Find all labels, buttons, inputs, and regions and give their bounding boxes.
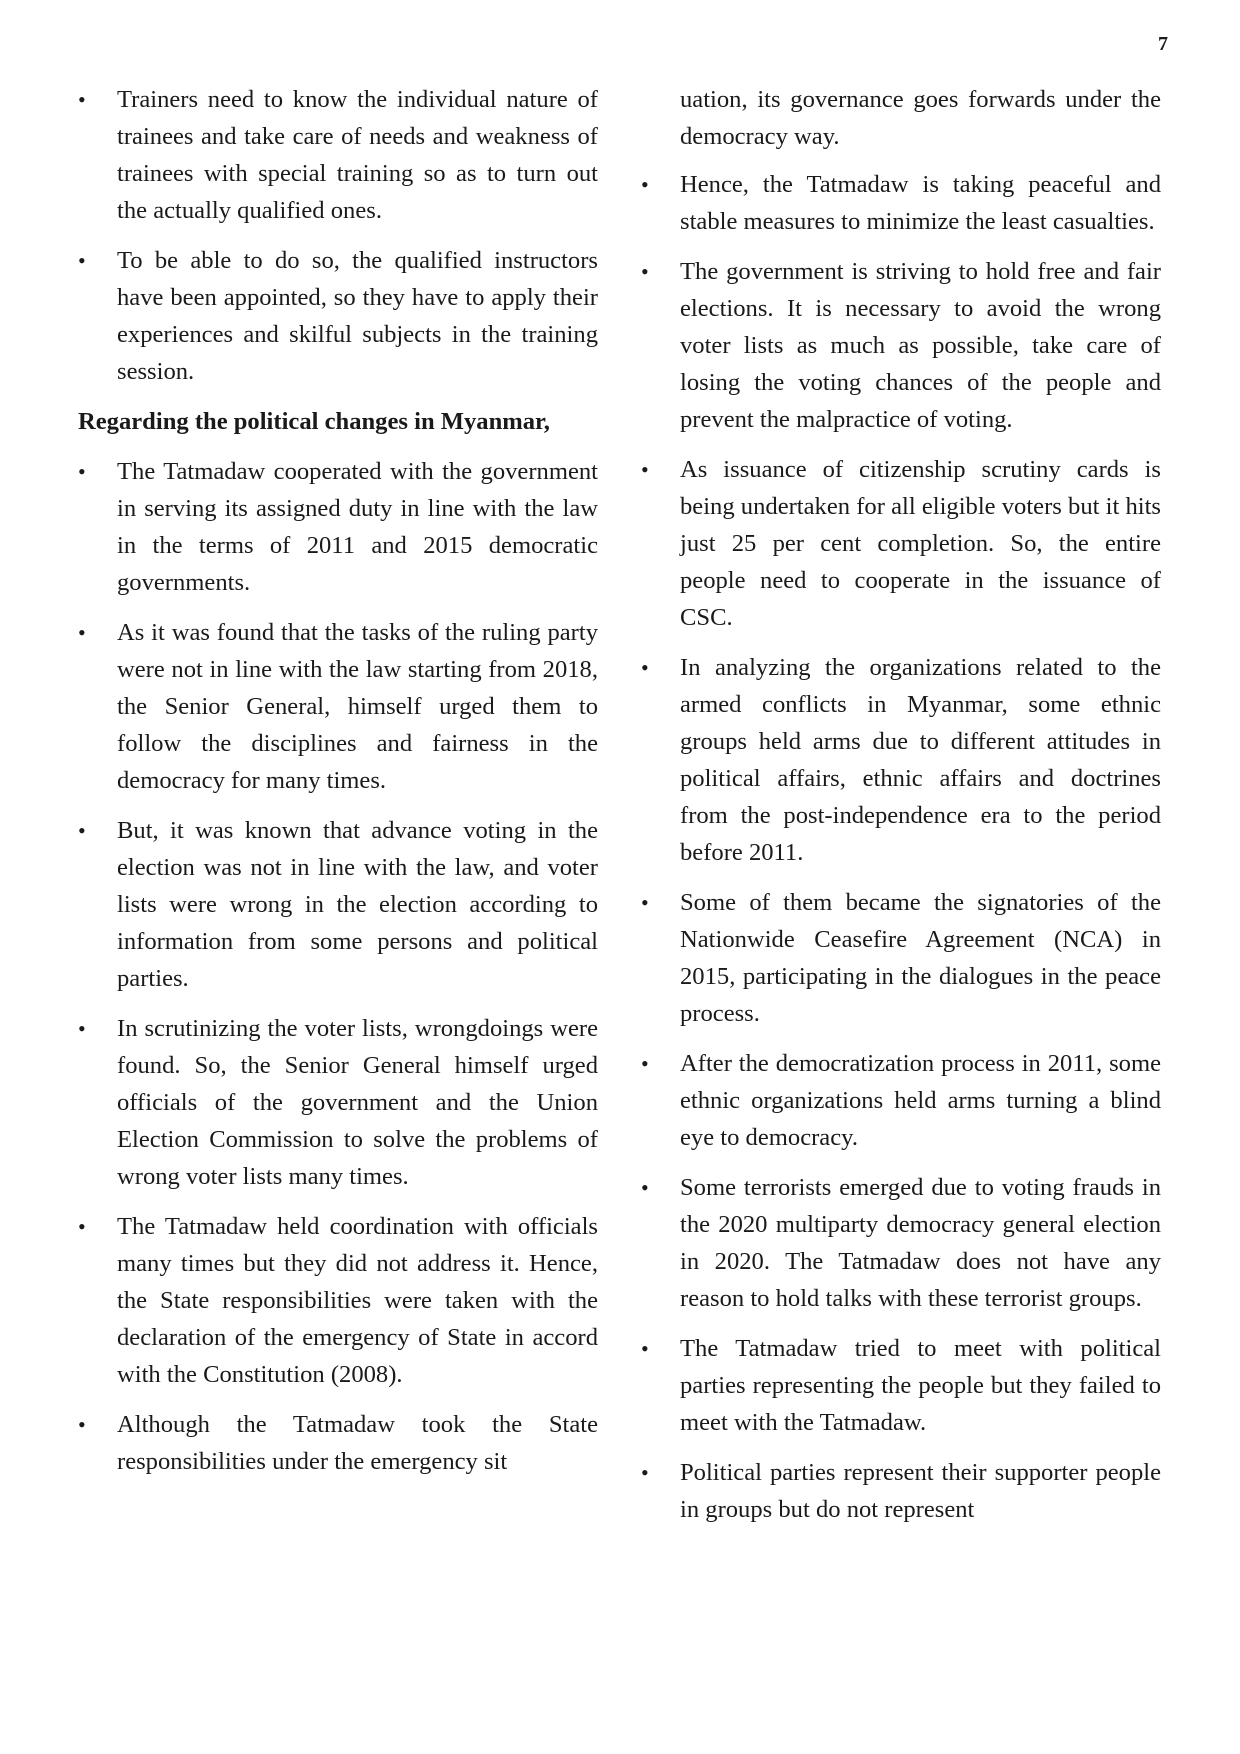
list-item: • Some of them became the signatories of the Nationwide Ceasefire Agreement (NCA) in 2015, participating in the dialogues in the peace process. <box>641 884 1161 1032</box>
list-item: • In scrutinizing the voter lists, wrongdoings were found. So, the Senior General himself urged officials of the government and the Union Election Commission to solve the problems of wrong voter lists many times. <box>78 1010 598 1195</box>
list-item: • To be able to do so, the qualified instructors have been appointed, so they have to apply their experiences and skilful subjects in the training session. <box>78 242 598 390</box>
list-item: • Hence, the Tatmadaw is taking peaceful and stable measures to minimize the least casualties. <box>641 166 1161 240</box>
right-column <box>641 81 1161 1528</box>
bullet-list-political <box>78 453 598 1480</box>
bullet-list-training <box>78 81 598 390</box>
list-item: • Some terrorists emerged due to voting frauds in the 2020 multiparty democracy general election in 2020. The Tatmadaw does not have any reason to hold talks with these terrorist groups. <box>641 1169 1161 1317</box>
list-item: • The Tatmadaw tried to meet with political parties representing the people but they failed to meet with the Tatmadaw. <box>641 1330 1161 1441</box>
list-item: • The government is striving to hold free and fair elections. It is necessary to avoid the wrong voter lists as much as possible, take care of losing the voting chances of the people and prevent the malpractice of voting. <box>641 253 1161 438</box>
left-column <box>78 81 598 1480</box>
list-item: • Although the Tatmadaw took the State responsibilities under the emergency sit <box>78 1406 598 1480</box>
section-heading: Regarding the political changes in Myanmar, <box>78 408 550 435</box>
list-item: • As it was found that the tasks of the ruling party were not in line with the law starting from 2018, the Senior General, himself urged them to follow the disciplines and fairness in the democracy for many times. <box>78 614 598 799</box>
list-item: • Trainers need to know the individual nature of trainees and take care of needs and weakness of trainees with special training so as to turn out the actually qualified ones. <box>78 81 598 229</box>
page-number: 7 <box>1158 33 1168 55</box>
list-item: • The Tatmadaw held coordination with officials many times but they did not address it. Hence, the State responsibilities were taken with the declaration of the emergency of State in accord with the Constitution (2008). <box>78 1208 598 1393</box>
list-item: • In analyzing the organizations related to the armed conflicts in Myanmar, some ethnic groups held arms due to different attitudes in political affairs, ethnic affairs and doctrines from the post-independence era to the period before 2011. <box>641 649 1161 871</box>
list-item: • As issuance of citizenship scrutiny cards is being undertaken for all eligible voters but it hits just 25 per cent completion. So, the entire people need to cooperate in the issuance of CSC. <box>641 451 1161 636</box>
list-item: • The Tatmadaw cooperated with the government in serving its assigned duty in line with the law in the terms of 2011 and 2015 democratic governments. <box>78 453 598 601</box>
list-item: • Political parties represent their supporter people in groups but do not represent <box>641 1454 1161 1528</box>
list-item: • After the democratization process in 2011, some ethnic organizations held arms turning a blind eye to democracy. <box>641 1045 1161 1156</box>
continued-paragraph: uation, its governance goes forwards under the democracy way. <box>680 86 1161 150</box>
list-item: • But, it was known that advance voting in the election was not in line with the law, and voter lists were wrong in the election according to information from some persons and political parties. <box>78 812 598 997</box>
bullet-list-right <box>641 166 1161 1528</box>
